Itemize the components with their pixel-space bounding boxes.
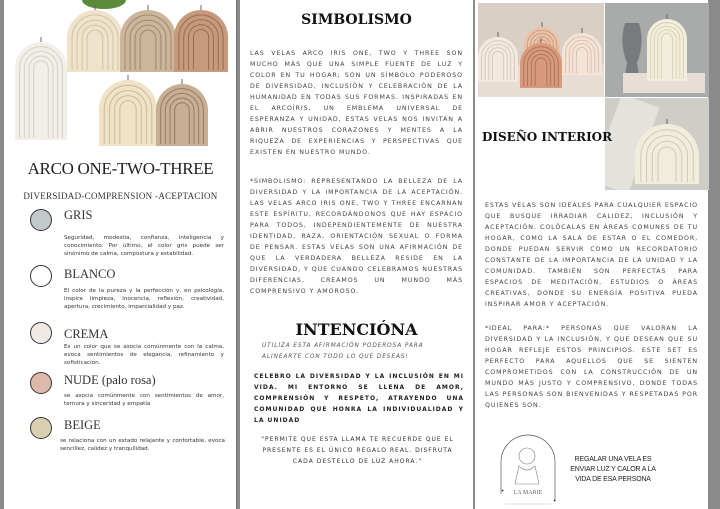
interior-design-title: DISEÑO INTERIOR [482,130,613,144]
color-description: se relaciona con un estado relajante y confortable, evoca sencillez, calidez y tranquilidad. [60,438,225,452]
intention-title: INTENCIÓNA [295,320,418,339]
arch-candle [99,80,157,146]
product-title: ARCO ONE-TWO-THREE [27,159,214,178]
color-swatch-nude [30,372,52,394]
quote-text: "PERMITE QUE ESTA LLAMA TE RECUERDE QUE EL PRESENTE ES EL ÚNICO REGALO REAL. DISFRUTA CADA DESTELLO DE LUZ AHORA." [261,436,454,465]
color-label: BLANCO [64,267,116,281]
affirmation-text: CELEBRO LA DIVERSIDAD Y LA INCLUSIÓN EN MI VIDA. MI ENTORNO SE LLENA DE AMOR, COMPRENSIÓN Y RESPETO, ATRAYENDO UNA COMUNIDAD QUE HONRA LA INDIVIDUALIDAD Y LA UNIDAD [254,373,464,424]
candles-photo-group [478,3,604,97]
arch-candle [67,10,123,72]
color-swatch-blanco [30,265,52,287]
panel-interior-design [475,0,708,509]
color-description: El color de la pureza y la perfección y, en psicología, inspira limpieza, inocencia, reflexión, creatividad, apertura, crecimiento, imparcialidad y paz. [64,288,224,310]
la-marie-logo [497,434,559,506]
color-description: Es un color que se asocia comúnmente con la calma, evoca sentimientos de elegancia, refinamiento y sofisticación. [64,344,224,366]
symbolism-title: SIMBOLISMO [301,12,412,28]
color-label: BEIGE [64,418,101,432]
ideal-for-paragraph: *IDEAL PARA:* PERSONAS QUE VALORAN LA DIVERSIDAD Y LA INCLUSIÓN, Y QUE DESEAN QUE SU HOGAR REFLEJE ESTOS PRINCIPIOS. ESTE SET ES PERFECTO PARA AQUELLOS QUE SE SIENTEN COMPROMETIDOS CON LA CONSTRUCCIÓN DE UN MUNDO MÁS JUSTO Y COMPRENSIVO, DONDE TODAS LAS PERSONAS SON BIENVENIDAS Y RESPETADAS POR QUIENES SON. [485,325,698,409]
interior-paragraph: ESTAS VELAS SON IDEALES PARA CUALQUIER ESPACIO QUE BUSQUE IRRADIAR CALIDEZ, INCLUSIÓN Y ACEPTACIÓN. COLÓCALAS EN ÁREAS COMUNES DE TU HOGAR, COMO LA SALA DE ESTAR O EL COMEDOR, DONDE PUEDAN SERVIR COMO UN RECORDATORIO CONSTANTE DE LA IMPORTANCIA DE LA UNIDAD Y LA COMUNIDAD. TAMBIÉN SON PERFECTAS PARA ESPACIOS DE MEDITACIÓN, ESTUDIOS O ÁREAS CREATIVAS, DONDE SU ENERGÍA POSITIVA PUEDA INSPIRAR AMOR Y ACEPTACIÓN. [485,202,698,308]
candle-closeup-photo [605,98,709,190]
color-label: GRIS [64,208,93,222]
symbolism-paragraph: LAS VELAS ARCO IRIS ONE, TWO Y THREE SON MUCHO MÁS QUE UNA SIMPLE FUENTE DE LUZ Y COLOR EN TU HOGAR; SON UN SÍMBOLO PODEROSO DE DIVERSIDAD, INCLUSIÓN Y CELEBRACIÓN DE LA HUMANIDAD EN TODAS SUS FORMAS. INSPIRADAS EN EL ARCOÍRIS, UN EMBLEMA UNIVERSAL DE ESPERANZA Y UNIDAD, ESTAS VELAS NOS INVITAN A ABRIR NUESTROS CORAZONES Y MENTES A LA RIQUEZA DE EXPERIENCIAS Y PERSPECTIVAS QUE EXISTEN EN NUESTRO MUNDO. [250,50,463,156]
candles-product-image [4,0,237,150]
gift-message: REGALAR UNA VELA ES ENVIAR LUZ Y CALOR A LA VIDA DE ESA PERSONA [570,456,656,483]
panel-symbolism [240,0,473,509]
panel-colors [4,0,237,509]
color-label: NUDE (palo rosa) [64,373,156,387]
color-label: CREMA [64,327,109,341]
arch-candle [520,43,562,88]
color-description: se asocia comúnmente con sentimientos de amor, ternura y sinceridad y empatía [64,393,224,407]
color-description: Seguridad, modestia, confianza, inteligencia y conocimiento. Por último, el color gris puede ser sinónimo de calma, compostura y estabilidad. [64,235,224,257]
arch-candle [120,10,176,72]
svg-text:LA MARIE: LA MARIE [513,490,543,496]
symbolism-paragraph-2: *SIMBOLISMO: REPRESENTANDO LA BELLEZA DE LA DIVERSIDAD Y LA IMPORTANCIA DE LA ACEPTACIÓN. LAS VELAS ARCO IRIS ONE, TWO Y THREE ENCARNAN ESTE ESPÍRITU, RECORDÁNDONOS QUE HAY ESPACIO PARA TODOS, INDEPENDIENTEMENTE DE NUESTRA IDENTIDAD, RAZA, ORIENTACIÓN SEXUAL O FORMA DE PENSAR. ESTAS VELAS SON UNA AFIRMACIÓN DE QUE LA VERDADERA BELLEZA RESIDE EN LA DIVERSIDAD, Y QUE CUANDO CELEBRAMOS NUESTRAS DIFERENCIAS, CREAMOS UN MUNDO MÁS COMPRENSIVO Y AMOROSO. [250,178,463,295]
arch-candle [647,19,687,81]
intention-subtitle: UTILIZA ESTA AFIRMACIÓN PODEROSA PARA ALINEARTE CON TODO LO QUE DESEAS! [262,343,424,360]
color-swatch-crema [30,322,52,344]
svg-text:✦: ✦ [553,498,557,503]
color-swatch-gris [30,209,52,231]
arch-candle [562,33,602,75]
svg-text:✦: ✦ [501,488,505,493]
product-subtitle: DIVERSIDAD-COMPRENSION -ACEPTACION [23,191,218,201]
color-swatch-beige [30,417,52,439]
candle-vase-photo [605,3,709,97]
